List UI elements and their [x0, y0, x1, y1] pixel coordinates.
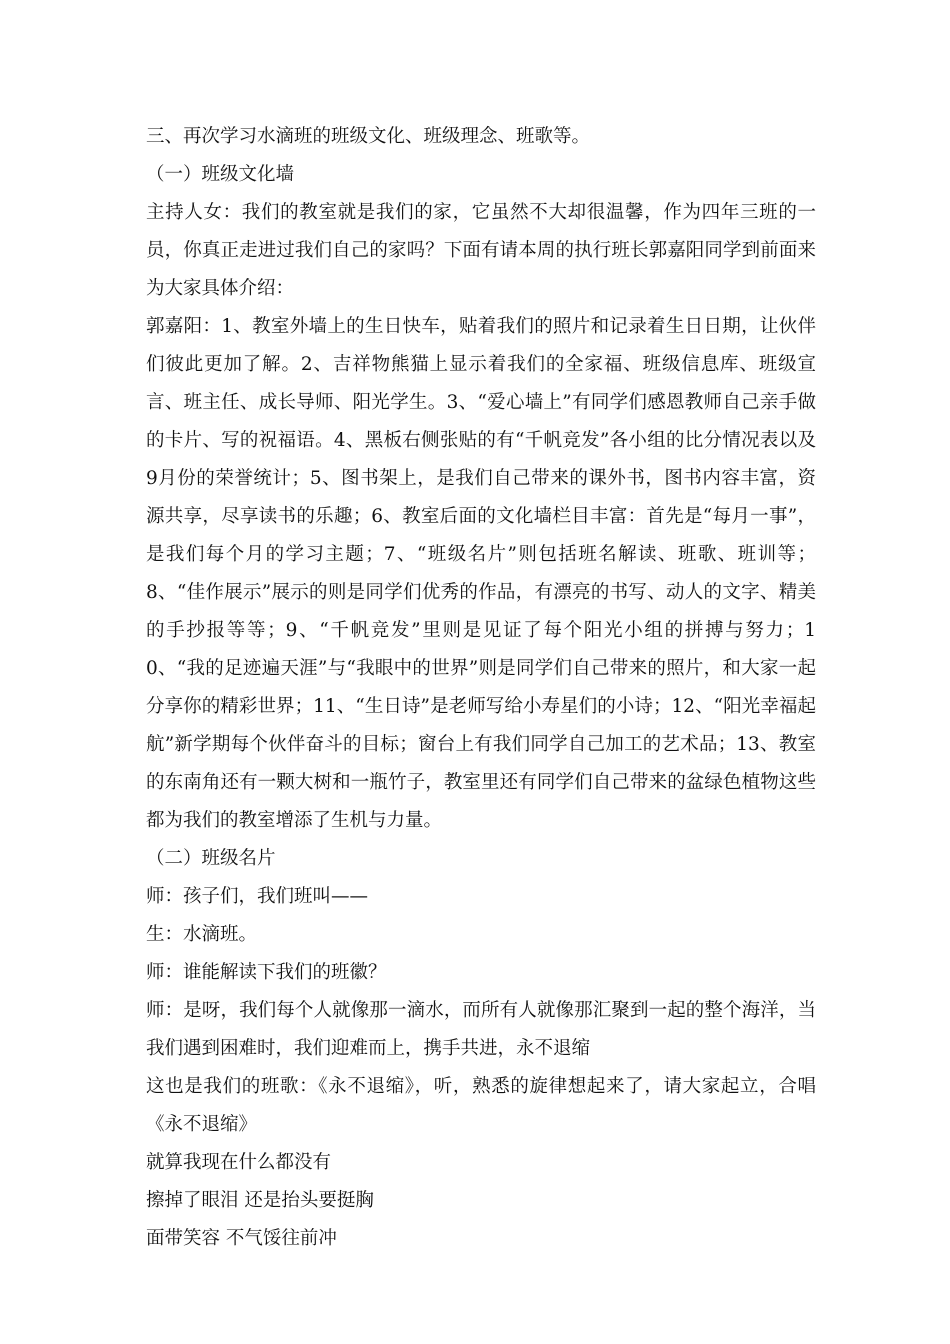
subsection-title-class-card: （二）班级名片	[146, 848, 276, 869]
teacher-line: 师：是呀，我们每个人就像那一滴水，而所有人就像那汇聚到一起的整个海洋，当我们遇到困难时，我们迎难而上，携手共进，永不退缩	[146, 1000, 816, 1059]
song-intro-paragraph: 这也是我们的班歌：《永不退缩》，听，熟悉的旋律想起来了，请大家起立，合唱《永不退缩》	[146, 1076, 816, 1135]
subsection-title-class-culture-wall: （一）班级文化墙	[146, 164, 295, 185]
teacher-line: 师：孩子们，我们班叫——	[146, 886, 369, 907]
host-intro-paragraph: 主持人女：我们的教室就是我们的家，它虽然不大却很温馨，作为四年三班的一员，你真正走进过我们自己的家吗？下面有请本周的执行班长郭嘉阳同学到前面来为大家具体介绍：	[146, 202, 816, 299]
student-line: 生：水滴班。	[146, 924, 258, 945]
lyric-line: 面带笑容 不气馁往前冲	[146, 1228, 337, 1249]
lyric-line: 就算我现在什么都没有	[146, 1152, 332, 1173]
guo-jiayang-paragraph: 郭嘉阳：1、教室外墙上的生日快车，贴着我们的照片和记录着生日日期，让伙伴们彼此更加了解。2、吉祥物熊猫上显示着我们的全家福、班级信息库、班级宣言、班主任、成长导师、阳光学生。3、“爱心墙上”有同学们感恩教师自己亲手做的卡片、写的祝福语。4、黑板右侧张贴的有“千帆竞发”各小组的比分情况表以及9月份的荣誉统计；5、图书架上，是我们自己带来的课外书，图书内容丰富，资源共享，尽享读书的乐趣；6、教室后面的文化墙栏目丰富：首先是“每月一事”，是我们每个月的学习主题；7、“班级名片”则包括班名解读、班歌、班训等；8、“佳作展示”展示的则是同学们优秀的作品，有漂亮的书写、动人的文字、精美的手抄报等等；9、“千帆竞发”里则是见证了每个阳光小组的拼搏与努力；10、“我的足迹遍天涯”与“我眼中的世界”则是同学们自己带来的照片，和大家一起分享你的精彩世界；11、“生日诗”是老师写给小寿星们的小诗；12、“阳光幸福起航”新学期每个伙伴奋斗的目标；窗台上有我们同学自己加工的艺术品；13、教室的东南角还有一颗大树和一瓶竹子，教室里还有同学们自己带来的盆绿色植物这些都为我们的教室增添了生机与力量。	[146, 316, 816, 831]
teacher-line: 师：谁能解读下我们的班徽？	[146, 962, 387, 983]
document-body	[146, 118, 816, 1258]
section-title: 三、再次学习水滴班的班级文化、班级理念、班歌等。	[146, 126, 591, 147]
lyric-line: 擦掉了眼泪 还是抬头要挺胸	[146, 1190, 374, 1211]
